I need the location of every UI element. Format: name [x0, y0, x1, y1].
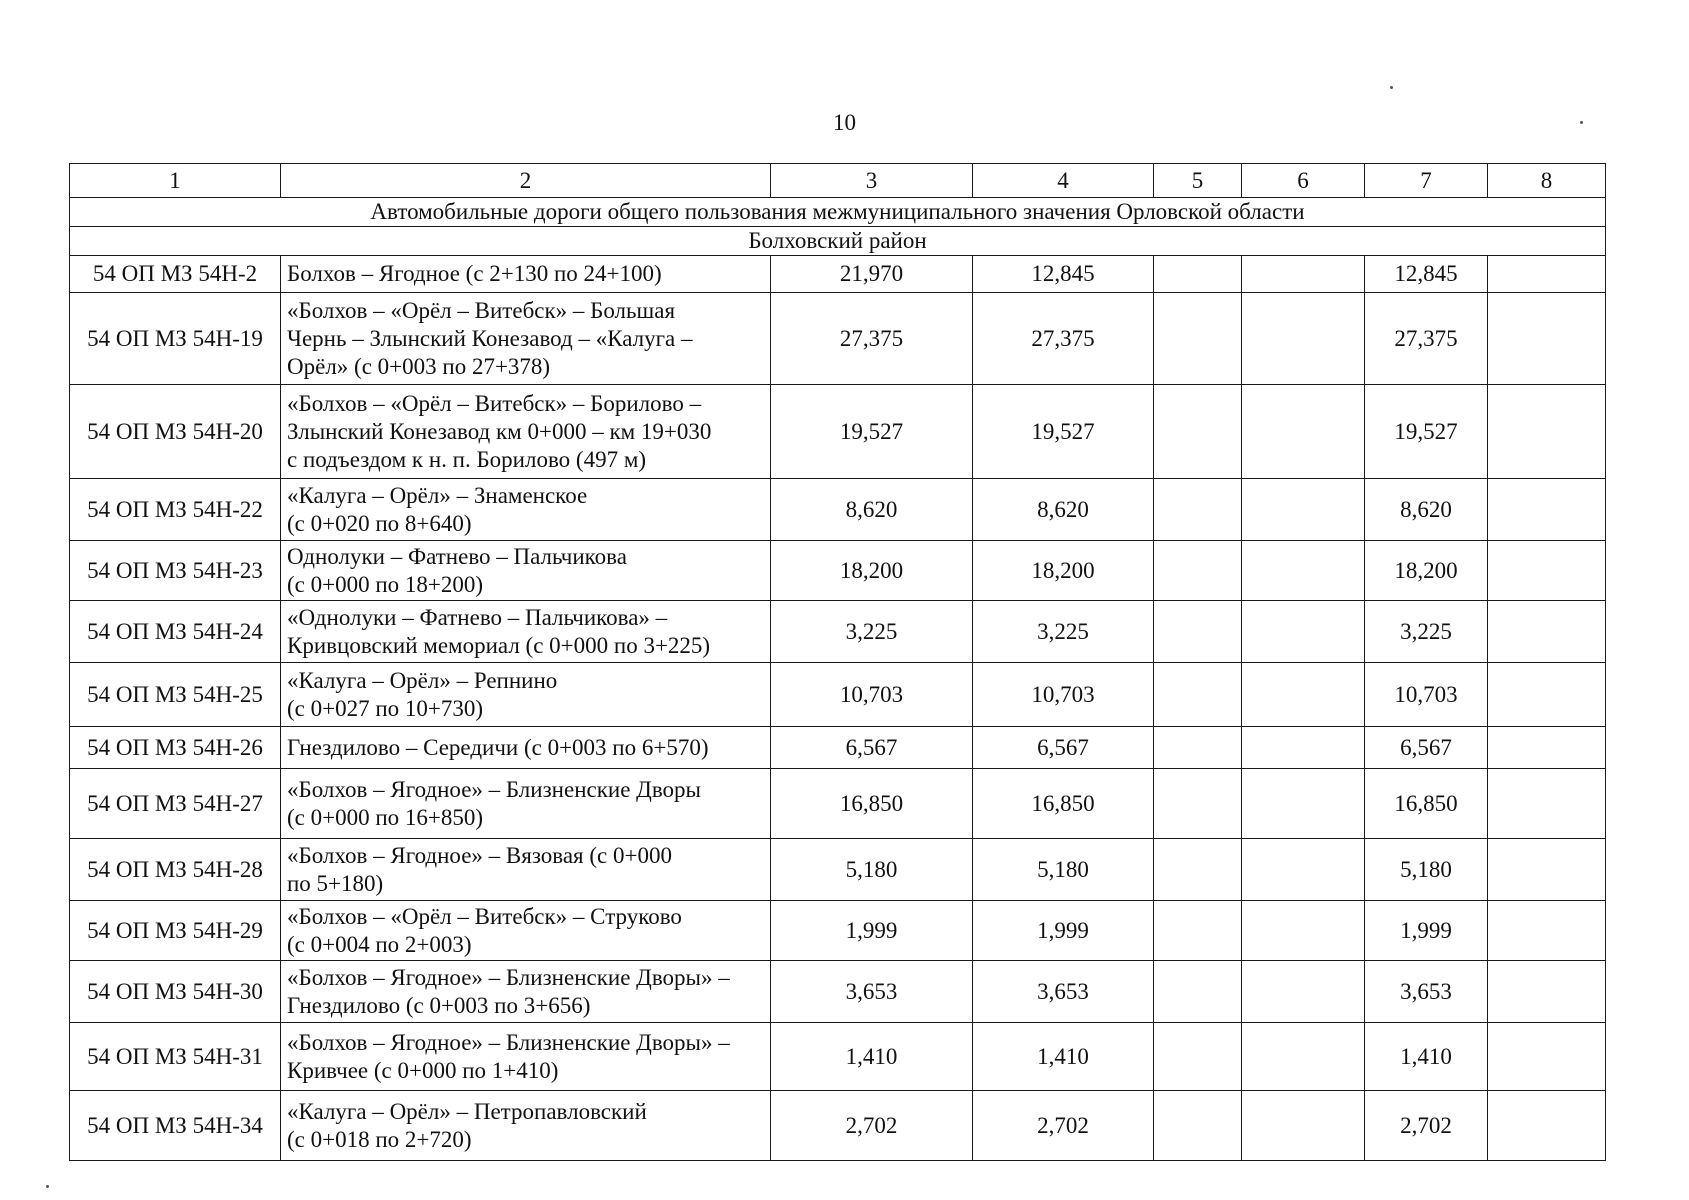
value-cell-c6	[1242, 385, 1365, 479]
value-cell-c3: 18,200	[771, 541, 973, 601]
value-cell-c8	[1488, 727, 1606, 769]
value-cell-c3: 10,703	[771, 663, 973, 727]
road-name-line: «Калуга – Орёл» – Петропавловский	[287, 1098, 647, 1124]
value-cell-c5	[1154, 901, 1242, 961]
road-name	[281, 601, 771, 663]
table-row	[70, 541, 1606, 601]
value-cell-c3: 3,653	[771, 961, 973, 1023]
value-cell-c8	[1488, 1023, 1606, 1091]
value-cell-c7: 8,620	[1365, 479, 1488, 541]
value-cell-c3: 1,999	[771, 901, 973, 961]
road-name-line: (с 0+000 по 16+850)	[287, 804, 484, 830]
road-code: 54 ОП МЗ 54Н-31	[70, 1023, 281, 1091]
road-name-line: «Болхов – «Орёл – Витебск» – Большая	[287, 297, 676, 323]
value-cell-c4: 1,410	[973, 1023, 1154, 1091]
road-code: 54 ОП МЗ 54Н-30	[70, 961, 281, 1023]
table-row	[70, 727, 1606, 769]
road-name-line: «Калуга – Орёл» – Репнино	[287, 667, 558, 693]
road-code: 54 ОП МЗ 54Н-27	[70, 769, 281, 839]
road-name-line: Однолуки – Фатнево – Пальчикова	[287, 543, 627, 569]
value-cell-c4: 6,567	[973, 727, 1154, 769]
road-name	[281, 1091, 771, 1161]
value-cell-c3: 16,850	[771, 769, 973, 839]
table-row	[70, 663, 1606, 727]
value-cell-c3: 27,375	[771, 293, 973, 385]
road-name	[281, 385, 771, 479]
section-title: Автомобильные дороги общего пользования межмуниципального значения Орловской области	[70, 198, 1606, 227]
value-cell-c8	[1488, 601, 1606, 663]
value-cell-c3: 5,180	[771, 839, 973, 901]
roads-table	[69, 163, 1606, 1161]
value-cell-c5	[1154, 663, 1242, 727]
road-name-line: «Болхов – «Орёл – Витебск» – Борилово –	[287, 390, 702, 416]
road-name	[281, 961, 771, 1023]
road-code: 54 ОП МЗ 54Н-26	[70, 727, 281, 769]
value-cell-c6	[1242, 1091, 1365, 1161]
road-name-line: по 5+180)	[287, 870, 384, 896]
road-name-line: (с 0+027 по 10+730)	[287, 695, 484, 721]
road-name	[281, 769, 771, 839]
value-cell-c5	[1154, 727, 1242, 769]
value-cell-c8	[1488, 1091, 1606, 1161]
value-cell-c7: 3,653	[1365, 961, 1488, 1023]
road-name-line: Кривцовский мемориал (с 0+000 по 3+225)	[287, 632, 711, 658]
road-name-line: (с 0+020 по 8+640)	[287, 510, 472, 536]
value-cell-c3: 3,225	[771, 601, 973, 663]
value-cell-c7: 19,527	[1365, 385, 1488, 479]
value-cell-c5	[1154, 601, 1242, 663]
value-cell-c5	[1154, 256, 1242, 293]
table-row	[70, 479, 1606, 541]
column-number: 6	[1242, 164, 1365, 198]
road-name-line: «Болхов – «Орёл – Витебск» – Струково	[287, 903, 682, 929]
value-cell-c3: 6,567	[771, 727, 973, 769]
column-number: 7	[1365, 164, 1488, 198]
value-cell-c6	[1242, 961, 1365, 1023]
table-row	[70, 769, 1606, 839]
road-code: 54 ОП МЗ 54Н-20	[70, 385, 281, 479]
value-cell-c5	[1154, 293, 1242, 385]
value-cell-c7: 27,375	[1365, 293, 1488, 385]
value-cell-c5	[1154, 769, 1242, 839]
value-cell-c6	[1242, 901, 1365, 961]
column-number: 5	[1154, 164, 1242, 198]
value-cell-c5	[1154, 385, 1242, 479]
value-cell-c5	[1154, 961, 1242, 1023]
value-cell-c8	[1488, 385, 1606, 479]
value-cell-c6	[1242, 769, 1365, 839]
value-cell-c5	[1154, 839, 1242, 901]
value-cell-c7: 1,410	[1365, 1023, 1488, 1091]
column-number: 3	[771, 164, 973, 198]
value-cell-c4: 3,225	[973, 601, 1154, 663]
road-name-line: «Калуга – Орёл» – Знаменское	[287, 482, 588, 508]
road-code: 54 ОП МЗ 54Н-23	[70, 541, 281, 601]
scan-speck	[1580, 121, 1583, 124]
value-cell-c8	[1488, 961, 1606, 1023]
value-cell-c5	[1154, 541, 1242, 601]
value-cell-c8	[1488, 256, 1606, 293]
road-code: 54 ОП МЗ 54Н-25	[70, 663, 281, 727]
road-name	[281, 901, 771, 961]
road-code: 54 ОП МЗ 54Н-34	[70, 1091, 281, 1161]
value-cell-c7: 1,999	[1365, 901, 1488, 961]
road-name-line: Орёл» (с 0+003 по 27+378)	[287, 353, 551, 379]
road-name	[281, 541, 771, 601]
value-cell-c5	[1154, 479, 1242, 541]
road-name	[281, 479, 771, 541]
value-cell-c6	[1242, 256, 1365, 293]
scan-speck	[46, 1185, 49, 1188]
road-code: 54 ОП МЗ 54Н-28	[70, 839, 281, 901]
district-title-row	[70, 227, 1606, 256]
column-number: 2	[281, 164, 771, 198]
value-cell-c6	[1242, 1023, 1365, 1091]
value-cell-c3: 8,620	[771, 479, 973, 541]
value-cell-c7: 3,225	[1365, 601, 1488, 663]
road-name	[281, 839, 771, 901]
value-cell-c4: 3,653	[973, 961, 1154, 1023]
road-name	[281, 727, 771, 769]
road-name	[281, 663, 771, 727]
column-number-row	[70, 164, 1606, 198]
value-cell-c4: 12,845	[973, 256, 1154, 293]
road-name-line: «Болхов – Ягодное» – Вязовая (с 0+000	[287, 842, 672, 868]
scan-speck	[1390, 86, 1393, 89]
value-cell-c4: 8,620	[973, 479, 1154, 541]
column-number: 1	[70, 164, 281, 198]
table-body	[70, 164, 1606, 1161]
road-name	[281, 256, 771, 293]
road-name	[281, 293, 771, 385]
value-cell-c7: 16,850	[1365, 769, 1488, 839]
value-cell-c3: 21,970	[771, 256, 973, 293]
page-number: 10	[833, 110, 856, 135]
road-name-line: Гнездилово (с 0+003 по 3+656)	[287, 992, 591, 1018]
table-row	[70, 385, 1606, 479]
road-name-line: Кривчее (с 0+000 по 1+410)	[287, 1057, 559, 1083]
value-cell-c8	[1488, 293, 1606, 385]
road-name-line: «Болхов – Ягодное» – Близненские Дворы» –	[287, 1029, 730, 1055]
road-name-line: (с 0+004 по 2+003)	[287, 931, 472, 957]
value-cell-c8	[1488, 839, 1606, 901]
column-number: 4	[973, 164, 1154, 198]
value-cell-c4: 2,702	[973, 1091, 1154, 1161]
value-cell-c6	[1242, 663, 1365, 727]
value-cell-c4: 19,527	[973, 385, 1154, 479]
road-name	[281, 1023, 771, 1091]
value-cell-c8	[1488, 479, 1606, 541]
table-row	[70, 293, 1606, 385]
road-name-line: «Болхов – Ягодное» – Близненские Дворы» –	[287, 964, 730, 990]
table-row	[70, 961, 1606, 1023]
value-cell-c7: 5,180	[1365, 839, 1488, 901]
value-cell-c8	[1488, 769, 1606, 839]
value-cell-c3: 2,702	[771, 1091, 973, 1161]
road-code: 54 ОП МЗ 54Н-29	[70, 901, 281, 961]
road-name-line: (с 0+000 по 18+200)	[287, 571, 484, 597]
value-cell-c7: 10,703	[1365, 663, 1488, 727]
table-row	[70, 839, 1606, 901]
value-cell-c4: 16,850	[973, 769, 1154, 839]
value-cell-c5	[1154, 1023, 1242, 1091]
road-name-line: Болхов – Ягодное (с 2+130 по 24+100)	[287, 261, 662, 286]
value-cell-c6	[1242, 479, 1365, 541]
table-row	[70, 1023, 1606, 1091]
value-cell-c3: 19,527	[771, 385, 973, 479]
value-cell-c5	[1154, 1091, 1242, 1161]
value-cell-c6	[1242, 839, 1365, 901]
value-cell-c6	[1242, 727, 1365, 769]
value-cell-c8	[1488, 541, 1606, 601]
road-name-line: (с 0+018 по 2+720)	[287, 1126, 472, 1152]
value-cell-c6	[1242, 293, 1365, 385]
table-row	[70, 1091, 1606, 1161]
value-cell-c7: 6,567	[1365, 727, 1488, 769]
table-row	[70, 901, 1606, 961]
road-name-line: Чернь – Злынский Конезавод – «Калуга –	[287, 325, 693, 351]
value-cell-c4: 1,999	[973, 901, 1154, 961]
value-cell-c4: 5,180	[973, 839, 1154, 901]
value-cell-c7: 18,200	[1365, 541, 1488, 601]
value-cell-c6	[1242, 541, 1365, 601]
road-code: 54 ОП МЗ 54Н-19	[70, 293, 281, 385]
road-name-line: «Однолуки – Фатнево – Пальчикова» –	[287, 604, 668, 630]
table-row	[70, 601, 1606, 663]
district-title: Болховский район	[70, 227, 1606, 256]
road-code: 54 ОП МЗ 54Н-22	[70, 479, 281, 541]
value-cell-c4: 18,200	[973, 541, 1154, 601]
value-cell-c7: 2,702	[1365, 1091, 1488, 1161]
value-cell-c6	[1242, 601, 1365, 663]
road-name-line: Злынский Конезавод км 0+000 – км 19+030	[287, 418, 712, 444]
road-name-line: с подъездом к н. п. Борилово (497 м)	[287, 446, 647, 472]
road-code: 54 ОП МЗ 54Н-2	[70, 256, 281, 293]
column-number: 8	[1488, 164, 1606, 198]
value-cell-c3: 1,410	[771, 1023, 973, 1091]
table-row	[70, 256, 1606, 293]
value-cell-c7: 12,845	[1365, 256, 1488, 293]
value-cell-c8	[1488, 901, 1606, 961]
road-name-line: Гнездилово – Середичи (с 0+003 по 6+570)	[287, 734, 709, 760]
section-title-row	[70, 198, 1606, 227]
value-cell-c4: 10,703	[973, 663, 1154, 727]
value-cell-c4: 27,375	[973, 293, 1154, 385]
road-name-line: «Болхов – Ягодное» – Близненские Дворы	[287, 776, 701, 802]
road-code: 54 ОП МЗ 54Н-24	[70, 601, 281, 663]
value-cell-c8	[1488, 663, 1606, 727]
